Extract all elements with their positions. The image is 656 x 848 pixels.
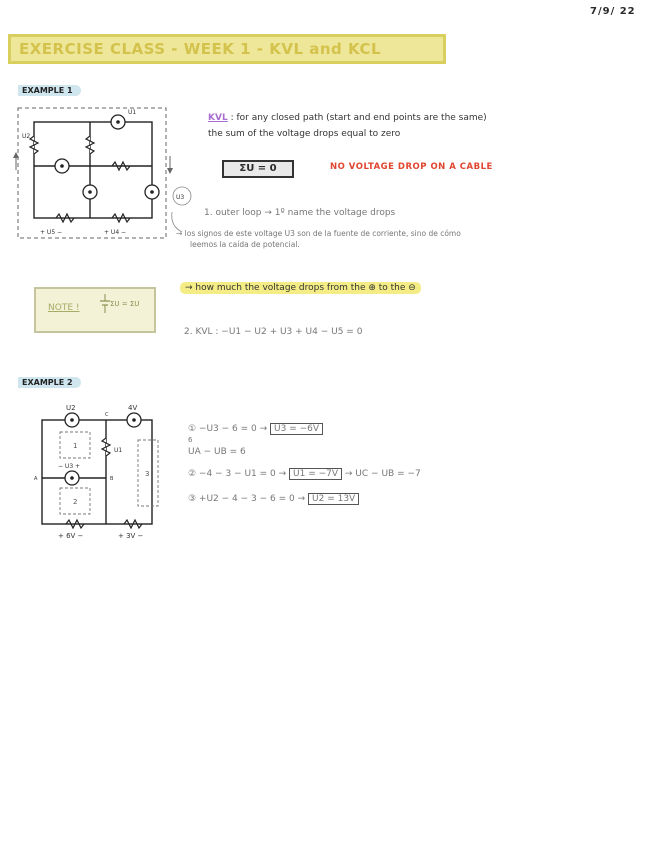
ex2-eq3-result: U2 = 13V: [308, 493, 359, 505]
label-u1: U1: [128, 109, 137, 116]
label-u4: + U4 −: [104, 229, 127, 236]
ex2-eq2-result: U1 = −7V: [289, 468, 342, 480]
ex2-label-3v: + 3V −: [118, 532, 144, 540]
ex2-node-c: C: [105, 412, 109, 418]
kvl-def-text1: : for any closed path (start and end points are the same): [230, 113, 487, 123]
step2-kvl: 2. KVL : −U1 − U2 + U3 + U4 − U5 = 0: [184, 327, 363, 337]
ex2-eq3-text: ③ +U2 − 4 − 3 − 6 = 0 →: [188, 494, 306, 504]
example1-circuit: [12, 100, 194, 248]
note-label: NOTE !: [48, 303, 80, 313]
example2-circuit: [28, 402, 178, 542]
ex2-eq2-text: ② −4 − 3 − U1 = 0 →: [188, 469, 287, 479]
page-title-text: EXERCISE CLASS - WEEK 1 - KVL and KCL: [19, 40, 382, 58]
ex2-label-6v: + 6V −: [58, 532, 84, 540]
ex2-label-u2: U2: [66, 404, 76, 412]
step1-text: 1. outer loop → 1º name the voltage drops: [204, 208, 396, 218]
kvl-equation-box: ΣU = 0: [222, 160, 294, 178]
ex2-label-u3: − U3 +: [58, 463, 81, 470]
resistor-r2: [86, 136, 94, 154]
resistor-r1: [30, 136, 38, 154]
example1-label: EXAMPLE 1: [18, 85, 81, 96]
ex2-label-4v: 4V: [128, 404, 138, 412]
ex2-eq2: [188, 469, 421, 479]
ex2-node-b: B: [110, 476, 114, 482]
label-u3: U3: [176, 194, 185, 201]
spanish-note-line2: leemos la caída de potencial.: [190, 240, 300, 249]
date: 7/9/ 22: [590, 6, 636, 17]
ex2-eq1b-line2: UA − UB = 6: [188, 447, 246, 457]
no-voltage-drop-note: NO VOLTAGE DROP ON A CABLE: [330, 162, 493, 172]
ex2-eq2-tail: → UC − UB = −7: [344, 469, 421, 479]
ex2-loop-3: 3: [145, 470, 150, 478]
page-title: [8, 34, 446, 64]
ex2-label-u1: U1: [114, 447, 123, 454]
label-u5: + U5 −: [40, 229, 63, 236]
kvl-definition-line1: [208, 113, 487, 123]
ex2-resistor-u1: [102, 438, 110, 456]
note-formula: ΣU = ΣU: [110, 300, 140, 308]
ex2-loop-1: 1: [73, 442, 78, 450]
ex2-eq1: [188, 424, 323, 434]
example2-label: EXAMPLE 2: [18, 377, 81, 388]
spanish-note-line1: → los signos de este voltage U3 son de la fuente de corriente, sino de cómo: [176, 229, 461, 238]
ex2-eq3: [188, 494, 359, 504]
ex2-node-a: A: [34, 476, 38, 482]
kvl-definition-line2: the sum of the voltage drops equal to zero: [208, 129, 401, 139]
ex2-eq1-text: ① −U3 − 6 = 0 →: [188, 424, 268, 434]
question-line: [180, 283, 421, 293]
label-u2: U2: [22, 133, 31, 140]
kvl-word: KVL: [208, 113, 228, 123]
ex2-eq1-result: U3 = −6V: [270, 423, 323, 435]
ex2-eq1b-line1: 6: [188, 436, 193, 444]
question-highlight: → how much the voltage drops from the ⊕ to the ⊖: [180, 282, 421, 294]
ex2-loop-2: 2: [73, 498, 78, 506]
